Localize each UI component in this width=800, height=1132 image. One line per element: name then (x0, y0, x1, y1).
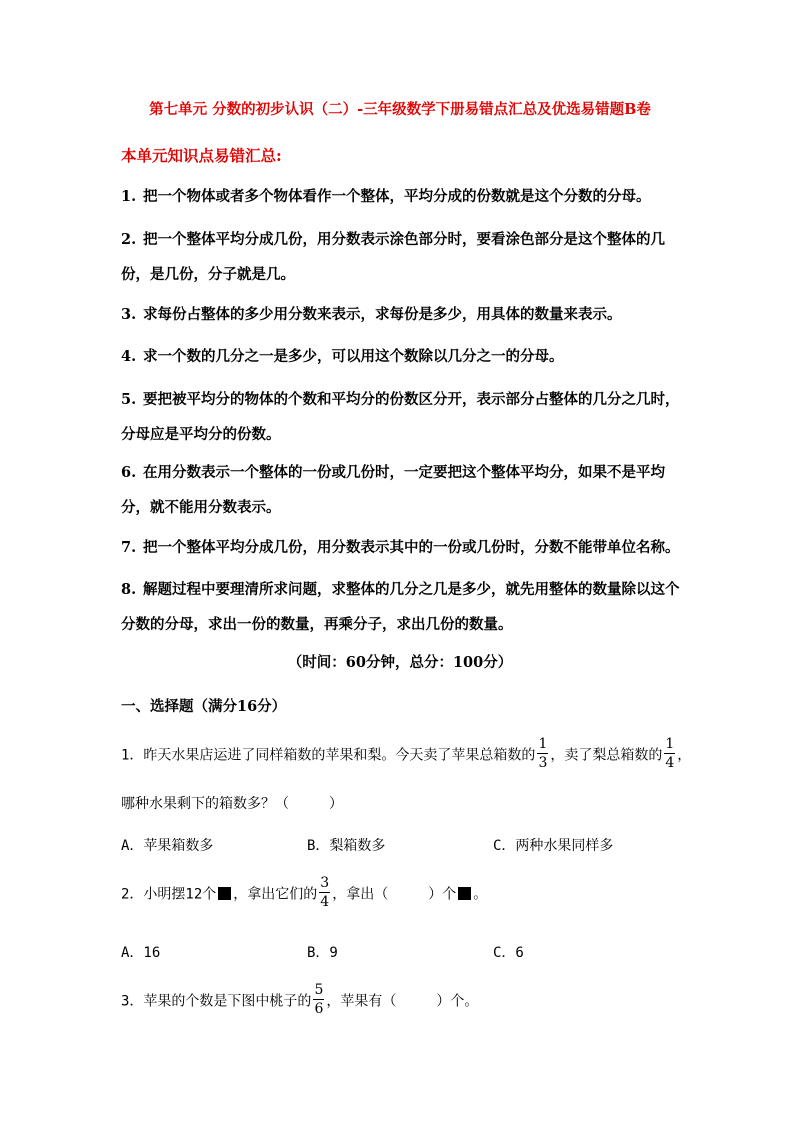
option-c[interactable]: C．6 (493, 945, 524, 961)
question-text: ，苹果有（ (326, 993, 397, 1010)
denominator: 6 (314, 1001, 324, 1017)
question-2 (121, 877, 701, 912)
item-text: 把一个整体平均分成几份，用分数表示涂色部分时，要看涂色部分是这个整体的几份，是几份，分子就是几。 (121, 231, 665, 283)
question-text: ，拿出它们的 (233, 886, 318, 903)
question-text: 。 (473, 886, 488, 903)
question-text: 2．小明摆12个 (121, 886, 217, 903)
denominator: 4 (320, 894, 330, 910)
item-text: 求一个数的几分之一是多少，可以用这个数除以几分之一的分母。 (143, 348, 564, 365)
question-text: ）个。 (436, 993, 479, 1010)
fraction (313, 982, 324, 1017)
item-text: 求每份占整体的多少用分数来表示，求每份是多少，用具体的数量来表示。 (143, 306, 622, 323)
item-text: 解题过程中要理清所求问题，求整体的几分之几是多少，就先用整体的数量除以这个分数的分母，求出一份的数量，再乘分子，求出几份的数量。 (121, 581, 680, 633)
question-text: ，卖了梨总箱数的 (550, 747, 663, 764)
item-text: 要把被平均分的物体的个数和平均分的份数区分开，表示部分占整体的几分之几时，分母应是平均分的份数。 (121, 391, 680, 443)
list-item (121, 382, 691, 452)
numerator: 1 (538, 736, 548, 752)
item-number: 8. (121, 581, 137, 598)
numerator: 5 (314, 982, 324, 998)
question-text: 3．苹果的个数是下图中桃子的 (121, 993, 312, 1010)
item-number: 4. (121, 348, 137, 365)
question-text: ，拿出（ (332, 886, 389, 903)
question-text: 1．昨天水果店运进了同样箱数的苹果和梨。今天卖了苹果总箱数的 (121, 747, 536, 764)
black-square-icon (458, 887, 471, 900)
time-info: （时间：60分钟，总分：100分） (287, 654, 513, 671)
list-item (121, 297, 691, 332)
question-1-line2 (121, 793, 701, 813)
list-item (121, 339, 691, 374)
list-item (121, 572, 691, 642)
fraction (537, 736, 548, 771)
black-square-icon (218, 887, 231, 900)
item-number: 3. (121, 306, 137, 323)
item-number: 5. (121, 391, 137, 408)
option-c[interactable]: C．两种水果同样多 (493, 838, 614, 854)
fraction (319, 875, 330, 910)
list-item (121, 455, 691, 525)
denominator: 3 (538, 755, 548, 771)
question-text: ）个 (428, 886, 457, 903)
item-text: 把一个整体平均分成几份，用分数表示其中的一份或几份时，分数不能带单位名称。 (143, 539, 680, 556)
denominator: 4 (665, 755, 675, 771)
item-number: 1. (121, 188, 137, 205)
question-text: ） (329, 796, 343, 812)
list-item (121, 179, 691, 214)
numerator: 1 (665, 736, 675, 752)
option-a[interactable]: A．16 (121, 945, 161, 961)
question-text: ， (677, 747, 692, 764)
question-1 (121, 738, 701, 773)
list-item (121, 530, 691, 565)
item-number: 2. (121, 231, 137, 248)
list-item (121, 222, 691, 292)
item-text: 在用分数表示一个整体的一份或几份时，一定要把这个整体平均分，如果不是平均分，就不能用分数表示。 (121, 464, 665, 516)
option-a[interactable]: A．苹果箱数多 (121, 838, 214, 854)
item-number: 6. (121, 464, 137, 481)
question-text: 哪种水果剩下的箱数多？（ (121, 796, 289, 812)
fraction (664, 736, 675, 771)
item-number: 7. (121, 539, 137, 556)
section-subtitle: 本单元知识点易错汇总: (121, 146, 282, 165)
numerator: 3 (320, 875, 330, 891)
question-3 (121, 984, 701, 1019)
item-text: 把一个物体或者多个物体看作一个整体，平均分成的份数就是这个分数的分母。 (143, 188, 651, 205)
section-heading: 一、选择题（满分16分） (121, 698, 287, 715)
option-b[interactable]: B．梨箱数多 (307, 838, 386, 854)
option-b[interactable]: B．9 (307, 945, 338, 961)
page-title: 第七单元 分数的初步认识（二）-三年级数学下册易错点汇总及优选易错题B卷 (149, 101, 651, 118)
